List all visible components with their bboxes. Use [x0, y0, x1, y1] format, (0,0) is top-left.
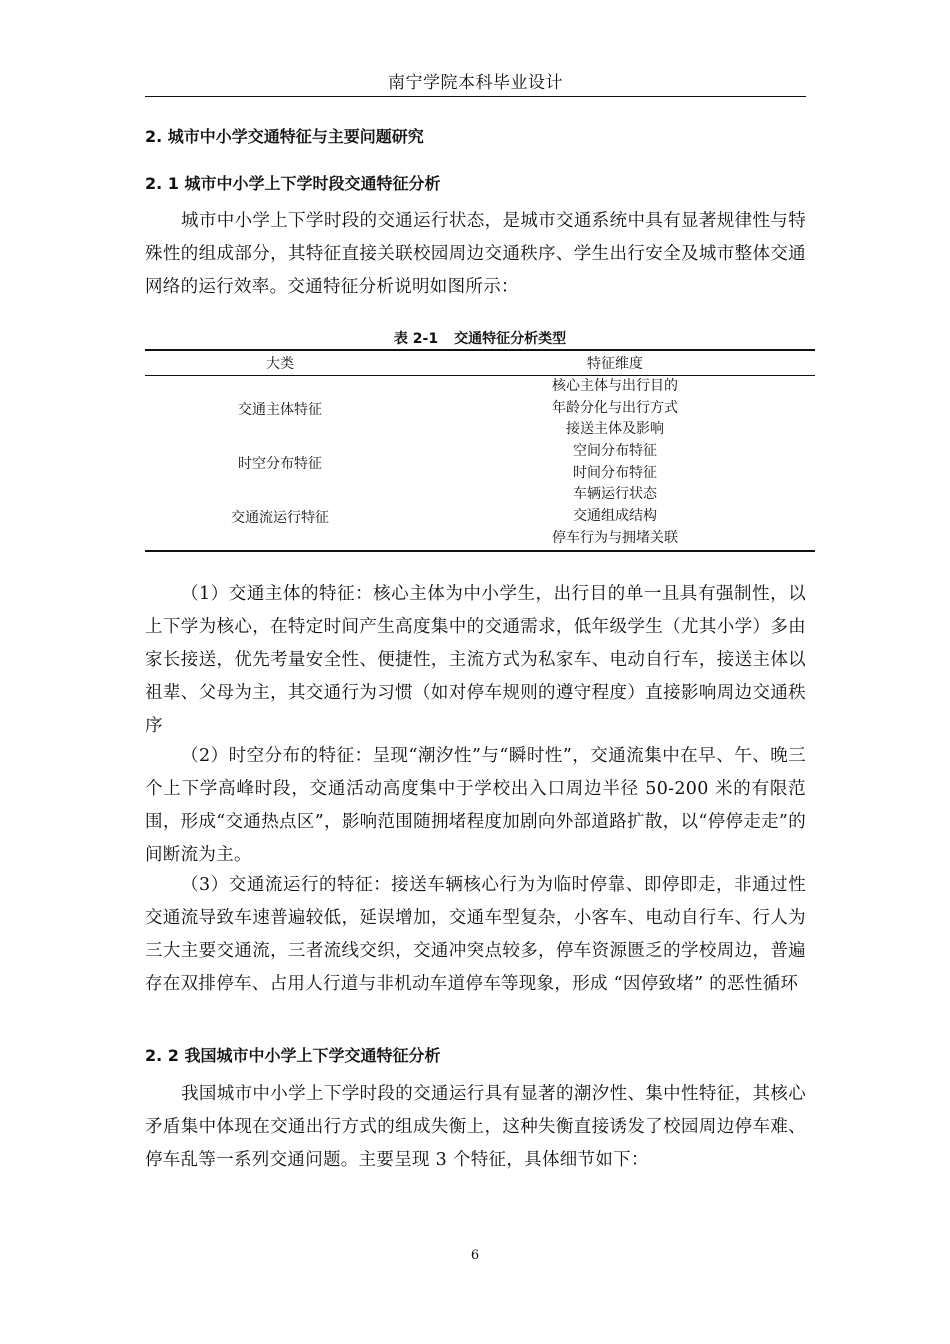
table-cell-dimension: 车辆运行状态 [573, 486, 657, 503]
table-cell-dimension: 交通组成结构 [573, 508, 657, 525]
table-cell-dimensions [415, 484, 815, 550]
table-caption-title: 交通特征分析类型 [454, 331, 567, 347]
section-heading-2-1: 2. 1 城市中小学上下学时段交通特征分析 [145, 174, 441, 193]
table-header-dimension: 特征维度 [587, 356, 643, 372]
table-row [145, 441, 815, 484]
paragraph-2-2-intro: 我国城市中小学上下学时段的交通运行具有显著的潮汐性、集中性特征，其核心矛盾集中体现在交通出行方式的组成失衡上，这种失衡直接诱发了校园周边停车难、停车乱等一系列交通问题。主要呈现 3 个特征，具体细节如下： [145, 1084, 806, 1170]
table-cell-dimension: 年龄分化与出行方式 [552, 399, 678, 416]
section-heading-2-2: 2. 2 我国城市中小学上下学交通特征分析 [145, 1046, 441, 1065]
table-header-row [145, 350, 815, 376]
table-cell-category: 时空分布特征 [238, 455, 322, 472]
page-header: 南宁学院本科毕业设计 [145, 70, 806, 97]
section-heading-2: 2. 城市中小学交通特征与主要问题研究 [145, 127, 424, 146]
table-caption-label: 表 2-1 [393, 331, 439, 347]
paragraph-spatiotemporal: （2）时空分布的特征：呈现“潮汐性”与“瞬时性”，交通流集中在早、午、晚三个上下学高峰时段，交通活动高度集中于学校出入口周边半径 50-200 米的有限范围，形成“交通热点区”，影响范围随拥堵程度加剧向外部道路扩散，以“停停走走”的间断流为主。 [145, 746, 806, 865]
table-cell-dimension: 时间分布特征 [573, 464, 657, 481]
table-header-category: 大类 [266, 356, 294, 372]
table-caption [145, 328, 815, 348]
table-cell-dimension: 空间分布特征 [573, 443, 657, 460]
paragraph-2-1-intro: 城市中小学上下学时段的交通运行状态，是城市交通系统中具有显著规律性与特殊性的组成部分，其特征直接关联校园周边交通秩序、学生出行安全及城市整体交通网络的运行效率。交通特征分析说明如图所示： [145, 211, 806, 297]
paragraph-traffic-flow: （3）交通流运行的特征：接送车辆核心行为为临时停靠、即停即走，非通过性交通流导致车速普遍较低，延误增加，交通车型复杂，小客车、电动自行车、行人为三大主要交通流，三者流线交织，交通冲突点较多，停车资源匮乏的学校周边，普遍存在双排停车、占用人行道与非机动车道停车等现象，形成 “因停致堵” 的恶性循环 [145, 875, 806, 994]
table-cell-dimensions [415, 441, 815, 484]
paragraph-traffic-subject: （1）交通主体的特征：核心主体为中小学生，出行目的单一且具有强制性，以上下学为核心，在特定时间产生高度集中的交通需求，低年级学生（尤其小学）多由家长接送，优先考量安全性、便捷性，主流方式为私家车、电动自行车，接送主体以祖辈、父母为主，其交通行为习惯（如对停车规则的遵守程度）直接影响周边交通秩序 [145, 584, 806, 736]
page-number: 6 [470, 1248, 480, 1263]
table-cell-category: 交通流运行特征 [231, 509, 329, 526]
table-row [145, 484, 815, 550]
table-cell-dimension: 停车行为与拥堵关联 [552, 529, 678, 546]
table-row [145, 376, 815, 442]
table-cell-dimensions [415, 376, 815, 442]
feature-table [145, 349, 815, 552]
table-cell-category: 交通主体特征 [238, 401, 322, 418]
table-cell-dimension: 接送主体及影响 [566, 421, 664, 438]
table-cell-dimension: 核心主体与出行目的 [552, 378, 678, 394]
